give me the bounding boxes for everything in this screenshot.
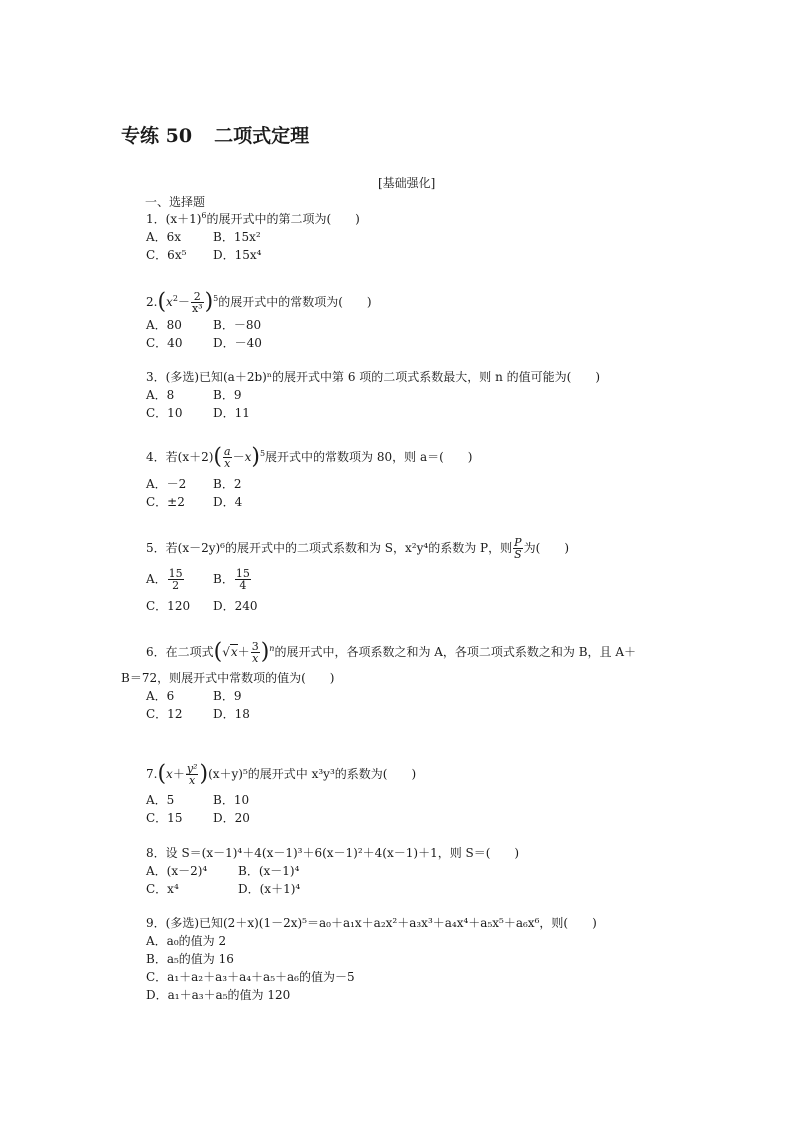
- option-a[interactable]: A．(x－2)⁴: [146, 864, 208, 878]
- option-d[interactable]: D．(x＋1)⁴: [238, 882, 301, 896]
- fraction: $\frac{3}{x}$: [251, 640, 259, 665]
- question-1-options-row-2: [146, 247, 261, 263]
- question-4-stem: 4．若(x＋2)( $\frac{a}{x}$ －x)$^5$展开式中的常数项为 80，则 a＝( ): [146, 444, 473, 470]
- option-c[interactable]: C．15: [146, 811, 183, 825]
- option-a[interactable]: A．6: [146, 689, 175, 703]
- question-1-options-row-1: [146, 229, 261, 245]
- option-d[interactable]: D．240: [213, 599, 258, 613]
- option-b[interactable]: B．9: [213, 689, 242, 703]
- question-4-options-row-1: [146, 476, 241, 492]
- option-a[interactable]: A． $\frac{15}{2}$: [146, 567, 183, 592]
- question-8-options-row-1: [146, 863, 299, 879]
- fraction: $\frac{\text{y²}}{x}$: [186, 762, 198, 787]
- option-b[interactable]: B．2: [213, 477, 242, 491]
- question-7-options-row-2: [146, 810, 250, 826]
- fraction: $\frac{2}{\text{x³}}$: [191, 290, 203, 315]
- option-b[interactable]: B．－80: [213, 318, 262, 332]
- option-a[interactable]: A．6x: [146, 230, 182, 244]
- question-6-stem-continued: B＝72，则展开式中常数项的值为( ): [121, 671, 335, 685]
- question-8-options-row-2: [146, 881, 300, 897]
- option-b[interactable]: B．9: [213, 388, 242, 402]
- question-2-options-row-1: [146, 317, 261, 333]
- question-6-options-row-1: [146, 688, 241, 704]
- question-6-stem: 6．在二项式(√x＋ $\frac{3}{x}$ )$^n$的展开式中，各项系数之和为 A，各项二项式系数之和为 B，且 A＋: [146, 639, 637, 665]
- question-7-options-row-1: [146, 792, 249, 808]
- question-9-stem: 9．(多选)已知(2＋x)(1－2x)⁵＝a₀＋a₁x＋a₂x²＋a₃x³＋a₄x⁴＋a₅x⁵＋a₆x⁶，则( ): [146, 916, 597, 930]
- option-c[interactable]: C．±2: [146, 495, 185, 509]
- option-d[interactable]: D．15x⁴: [213, 248, 262, 262]
- option-c[interactable]: C．10: [146, 406, 183, 420]
- question-5-options-row-1: [146, 567, 252, 591]
- option-c[interactable]: C．40: [146, 336, 183, 350]
- question-5-options-row-2: [146, 598, 258, 614]
- question-8-stem: 8．设 S＝(x－1)⁴＋4(x－1)³＋6(x－1)²＋4(x－1)＋1，则 S＝( ): [146, 846, 520, 860]
- question-9-option-c[interactable]: C．a₁＋a₂＋a₃＋a₄＋a₅＋a₆的值为－5: [146, 970, 355, 984]
- option-d[interactable]: D．20: [213, 811, 250, 825]
- question-9-option-b[interactable]: B．a₅的值为 16: [146, 952, 234, 966]
- question-6-options-row-2: [146, 706, 250, 722]
- fraction: $\frac{15}{2}$: [168, 567, 183, 592]
- option-c[interactable]: C．120: [146, 599, 191, 613]
- question-3-stem: 3．(多选)已知(a＋2b)ⁿ的展开式中第 6 项的二项式系数最大，则 n 的值可能为( ): [146, 370, 601, 384]
- fraction: $\frac{P}{S}$: [514, 536, 522, 561]
- question-7-stem: 7.(x＋ $\frac{\text{y²}}{x}$ )(x＋y)⁵的展开式中 x³y³的系数为( ): [146, 761, 417, 787]
- option-a[interactable]: A．－2: [146, 477, 187, 491]
- option-c[interactable]: C．12: [146, 707, 183, 721]
- option-d[interactable]: D．4: [213, 495, 243, 509]
- title-topic: 二项式定理: [214, 125, 310, 147]
- option-d[interactable]: D．11: [213, 406, 250, 420]
- question-9-option-a[interactable]: A．a₀的值为 2: [146, 934, 227, 948]
- option-a[interactable]: A．8: [146, 388, 175, 402]
- fraction: $\frac{a}{x}$: [224, 445, 231, 470]
- option-d[interactable]: D．－40: [213, 336, 262, 350]
- option-b[interactable]: B．10: [213, 793, 250, 807]
- question-4-options-row-2: [146, 494, 242, 510]
- option-a[interactable]: A．5: [146, 793, 175, 807]
- page-title: [121, 124, 309, 148]
- section-label: [基础强化]: [378, 176, 436, 190]
- question-3-options-row-2: [146, 405, 250, 421]
- question-2-options-row-2: [146, 335, 262, 351]
- question-9-option-d[interactable]: D．a₁＋a₃＋a₅的值为 120: [146, 988, 291, 1002]
- fraction: $\frac{15}{4}$: [235, 567, 250, 592]
- title-number: 专练 50: [121, 125, 193, 147]
- option-a[interactable]: A．80: [146, 318, 182, 332]
- section-heading: 一、选择题: [145, 195, 206, 209]
- option-d[interactable]: D．18: [213, 707, 250, 721]
- question-5-stem: 5．若(x－2y)⁶的展开式中的二项式系数和为 S，x²y⁴的系数为 P，则 $\frac{P}{S}$ 为( ): [146, 536, 570, 561]
- option-c[interactable]: C．x⁴: [146, 882, 179, 896]
- question-2-stem: $2.(x^2-$ $\frac{2}{\text{x³}}$ )$^5$的展开式中的常数项为( ): [146, 289, 372, 315]
- option-b[interactable]: B．15x²: [213, 230, 261, 244]
- option-b[interactable]: B．(x－1)⁴: [238, 864, 300, 878]
- option-b[interactable]: B． $\frac{15}{4}$: [213, 567, 250, 592]
- question-1-stem: 1．$(x+1)^6$的展开式中的第二项为( ): [146, 211, 360, 226]
- option-c[interactable]: C．6x⁵: [146, 248, 187, 262]
- question-3-options-row-1: [146, 387, 241, 403]
